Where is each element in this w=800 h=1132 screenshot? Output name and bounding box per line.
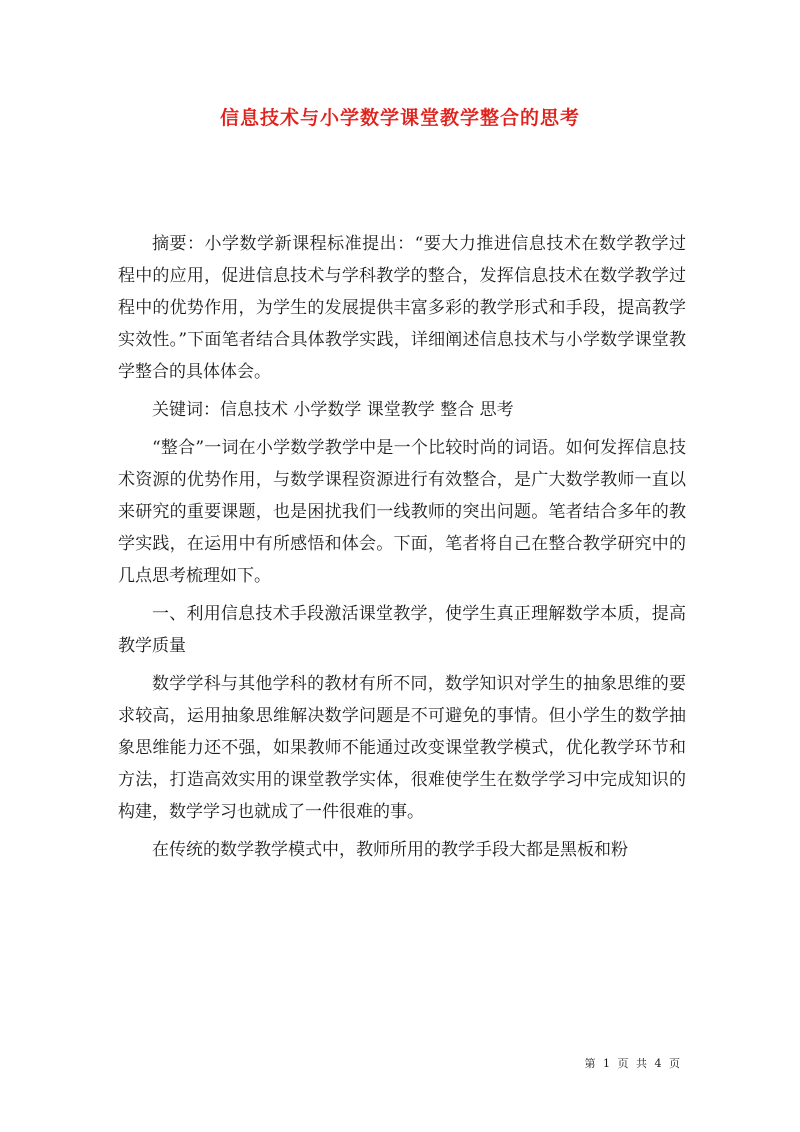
document-body [118, 228, 686, 872]
intro-paragraph: “整合”一词在小学数学教学中是一个比较时尚的词语。如何发挥信息技术资源的优势作用，与数学课程资源进行有效整合，是广大数学教师一直以来研究的重要课题，也是困扰我们一线教师的突出问题。笔者结合多年的教学实践，在运用中有所感悟和体会。下面，笔者将自己在整合教学研究中的几点思考梳理如下。 [118, 438, 686, 586]
section-heading-1: 一、利用信息技术手段激活课堂教学，使学生真正理解数学本质，提高教学质量 [118, 604, 686, 656]
document-title: 信息技术与小学数学课堂教学整合的思考 [219, 107, 580, 129]
body-paragraph-2: 在传统的数学教学模式中，教师所用的教学手段大都是黑板和粉 [152, 840, 628, 860]
abstract-paragraph: 摘要：小学数学新课程标准提出：“要大力推进信息技术在数学教学过程中的应用，促进信息技术与学科教学的整合，发挥信息技术在数学教学过程中的优势作用，为学生的发展提供丰富多彩的教学形式和手段，提高教学实效性。”下面笔者结合具体教学实践，详细阐述信息技术与小学数学课堂教学整合的具体体会。 [118, 234, 686, 382]
page-number-footer: 第 1 页 共 4 页 [584, 1057, 682, 1070]
body-paragraph-1: 数学学科与其他学科的教材有所不同，数学知识对学生的抽象思维的要求较高，运用抽象思维解决数学问题是不可避免的事情。但小学生的数学抽象思维能力还不强，如果教师不能通过改变课堂教学模式，优化教学环节和方法，打造高效实用的课堂教学实体，很难使学生在数学学习中完成知识的构建，数学学习也就成了一件很难的事。 [118, 674, 686, 822]
keywords-paragraph: 关键词：信息技术 小学数学 课堂教学 整合 思考 [152, 400, 514, 420]
